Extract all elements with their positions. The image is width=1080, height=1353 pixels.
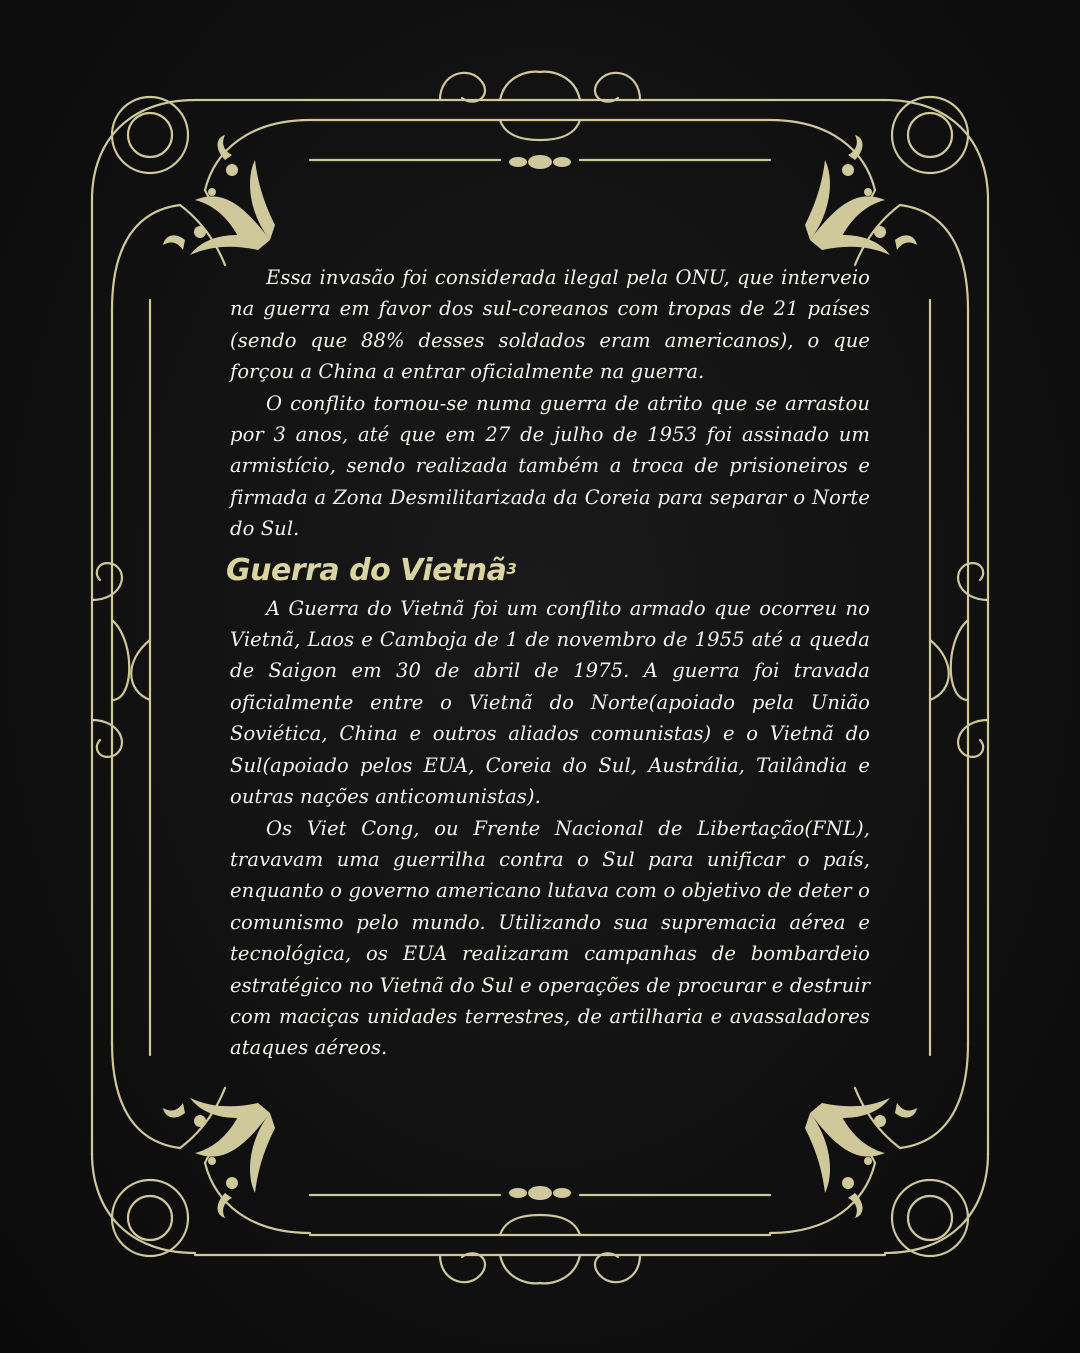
- paragraph-korea-1: Essa invasão foi considerada ilegal pela ONU, que interveio na guerra em favor dos sul-coreanos com tropas de 21 países (sendo que 88% desses soldados eram americanos), o que forçou a China a entrar oficialmente na guerra.: [230, 266, 870, 384]
- footnote-marker: 3: [506, 559, 517, 578]
- section-heading-text: Guerra do Vietnã: [226, 552, 507, 588]
- section-heading-vietnam: [226, 551, 870, 591]
- paragraph-vietnam-1: A Guerra do Vietnã foi um conflito armado que ocorreu no Vietnã, Laos e Camboja de 1 de novembro de 1955 até a queda de Saigon em 30 de abril de 1975. A guerra foi travada oficialmente entre o Vietnã do Norte(apoiado pela União Soviética, China e outros aliados comunistas) e o Vietnã do Sul(apoiado pelos EUA, Coreia do Sul, Austrália, Tailândia e outras nações anticomunistas).: [230, 596, 870, 809]
- paragraph-korea-2: O conflito tornou-se numa guerra de atrito que se arrastou por 3 anos, até que em 27 de julho de 1953 foi assinado um armistício, sendo realizada também a troca de prisioneiros e firmada a Zona Desmilitarizada da Coreia para separar o Norte do Sul.: [230, 391, 870, 541]
- paragraph-vietnam-2: Os Viet Cong, ou Frente Nacional de Libertação(FNL), travavam uma guerrilha contra o Sul para unificar o país, enquanto o governo americano lutava com o objetivo de deter o comunismo pelo mundo. Utilizando sua supremacia aérea e tecnológica, os EUA realizaram campanhas de bombardeio estratégico no Vietnã do Sul e operações de procurar e destruir com maciças unidades terrestres, de artilharia e avassaladores ataques aéreos.: [230, 816, 870, 1060]
- text-block: [226, 262, 870, 1064]
